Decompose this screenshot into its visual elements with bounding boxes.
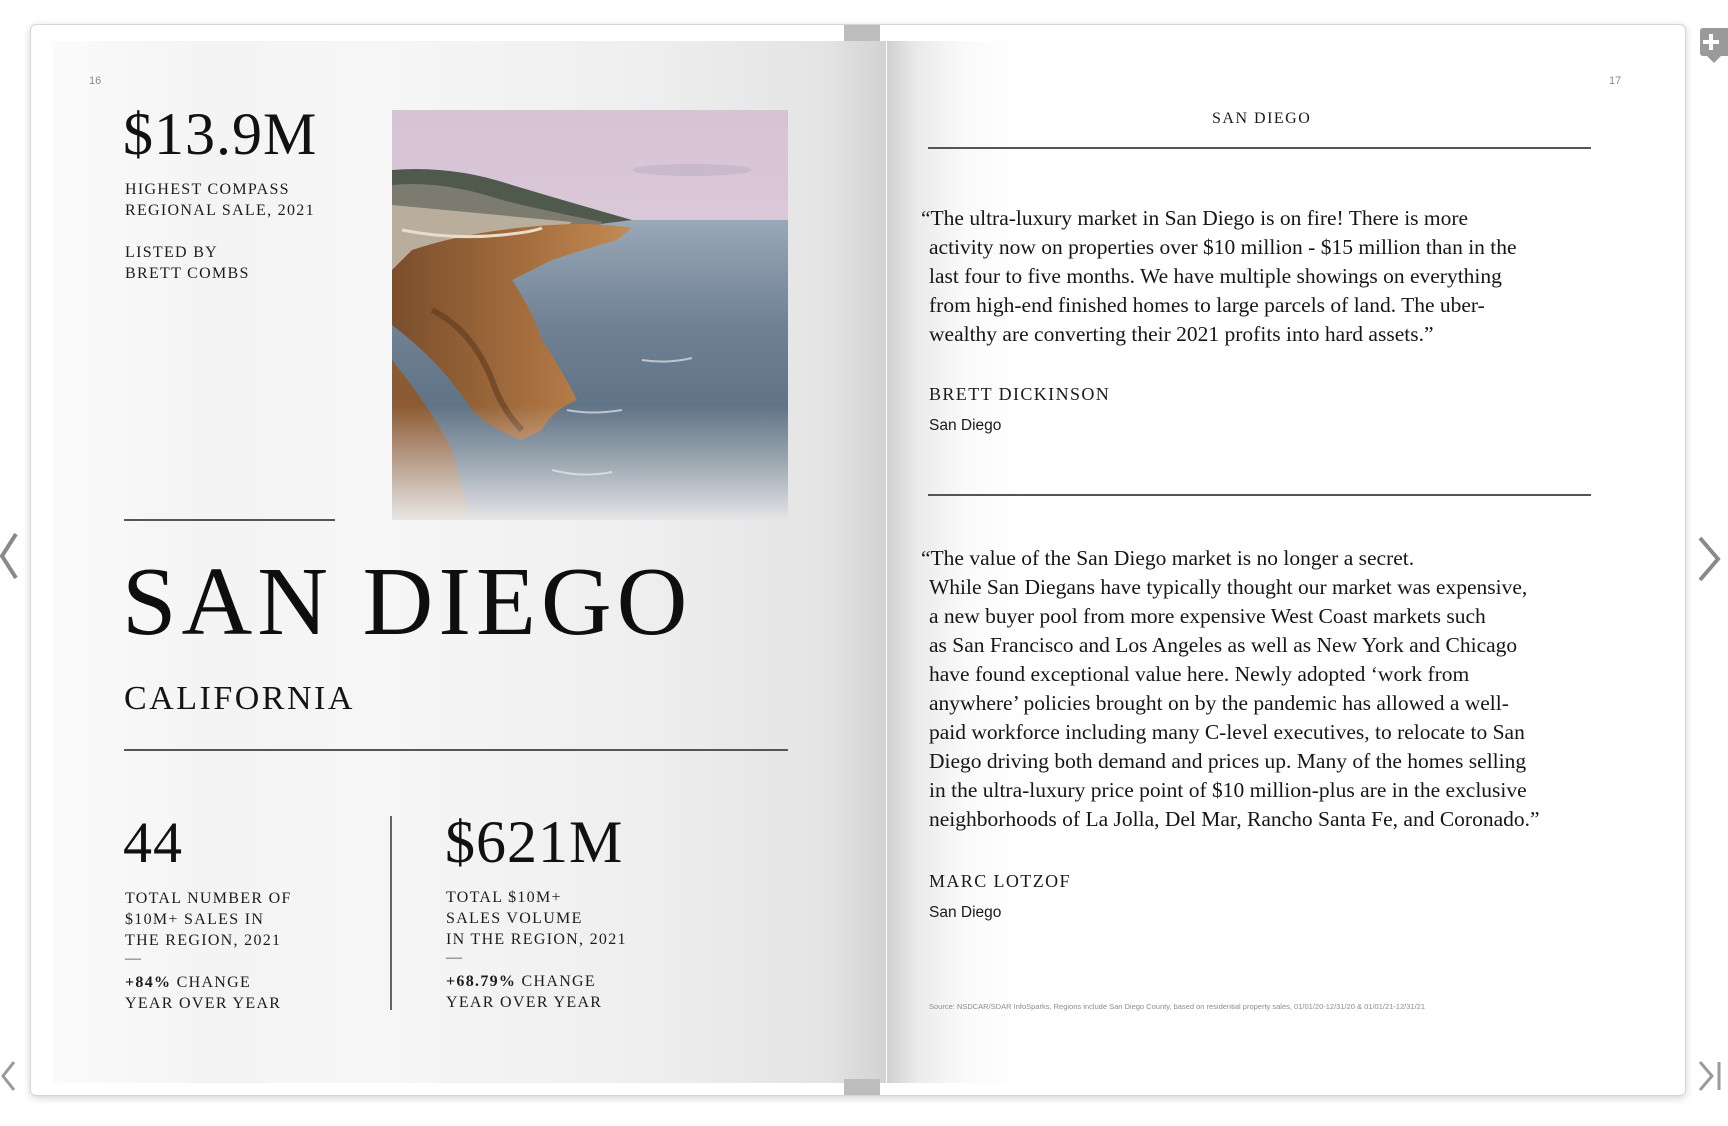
- quote-location-2: San Diego: [929, 904, 1002, 921]
- quote-line: activity now on properties over $10 million - $15 million than in the: [929, 235, 1517, 259]
- quote-marc-lotzof: [921, 544, 1601, 834]
- quote-line: as San Francisco and Los Angeles as well as New York and Chicago: [929, 633, 1518, 657]
- page-number-right: 17: [1609, 75, 1622, 87]
- sales-count-change-period: YEAR OVER YEAR: [125, 995, 282, 1012]
- sales-volume-value: $621M: [445, 809, 624, 875]
- quote-line: last four to five months. We have multiple showings on everything: [929, 264, 1502, 288]
- quote-line: from high-end finished homes to large parcels of land. The uber-: [929, 293, 1485, 317]
- san-diego-cliffs-image: [392, 110, 788, 520]
- spine-bottom: [844, 1079, 880, 1095]
- sales-volume-change-text: CHANGE: [516, 973, 596, 990]
- sales-count-change-value: +84%: [125, 974, 172, 991]
- sales-volume-dash: —: [446, 949, 462, 966]
- quote-line: paid workforce including many C-level executives, to relocate to San: [929, 720, 1525, 744]
- stats-vertical-divider: [390, 816, 392, 1010]
- quote-line: neighborhoods of La Jolla, Del Mar, Rancho Santa Fe, and Coronado.”: [929, 807, 1540, 831]
- sales-volume-change: [446, 971, 602, 1013]
- page-number-left: 16: [89, 75, 102, 87]
- quote-line: “The value of the San Diego market is no longer a secret.: [921, 546, 1415, 570]
- quote-line: anywhere’ policies brought on by the pandemic has allowed a well-: [929, 691, 1509, 715]
- header-divider: [928, 147, 1591, 149]
- coastline-photo: [392, 110, 788, 520]
- quote-brett-dickinson: [921, 204, 1601, 349]
- sales-volume-label: TOTAL $10M+ SALES VOLUME IN THE REGION, 2021: [446, 889, 627, 948]
- skip-to-end-icon[interactable]: [1696, 1058, 1724, 1097]
- listed-by-label: LISTED BY BRETT COMBS: [125, 244, 250, 282]
- spine-top: [844, 25, 880, 41]
- quote-author-2: MARC LOTZOF: [929, 871, 1071, 891]
- sales-count-change-text: CHANGE: [171, 974, 252, 991]
- sales-count-change: [125, 972, 281, 1014]
- quote-line: have found exceptional value here. Newly adopted ‘work from: [929, 662, 1470, 686]
- chevron-left-icon[interactable]: [0, 528, 20, 594]
- chevron-right-icon[interactable]: [1696, 534, 1722, 587]
- quote-line: a new buyer pool from more expensive West Coast markets such: [929, 604, 1486, 628]
- sales-volume-change-value: +68.79%: [446, 973, 517, 990]
- highest-sale-value: $13.9M: [123, 101, 318, 167]
- quote-author-1: BRETT DICKINSON: [929, 384, 1111, 404]
- city-title: SAN DIEGO: [122, 548, 693, 656]
- quote-line: “The ultra-luxury market in San Diego is on fire! There is more: [921, 206, 1469, 230]
- sales-count-label: TOTAL NUMBER OF $10M+ SALES IN THE REGION, 2021: [125, 890, 292, 949]
- sales-count-dash: —: [125, 950, 141, 967]
- chevron-left-small-icon[interactable]: [0, 1058, 18, 1097]
- source-footnote: Source: NSDCAR/SDAR InfoSparks, Regions include San Diego County, based on residential property sales, 01/01/20-12/31/20 & 01/01/21-12/31/21: [929, 1002, 1425, 1011]
- quote-line: Diego driving both demand and prices up. Many of the homes selling: [929, 749, 1527, 773]
- sales-count-value: 44: [123, 810, 183, 875]
- add-note-pointer: [1706, 55, 1722, 63]
- sales-volume-change-period: YEAR OVER YEAR: [446, 994, 603, 1011]
- quote-line: wealthy are converting their 2021 profits into hard assets.”: [929, 322, 1434, 346]
- short-divider: [124, 519, 335, 521]
- quote-divider: [928, 494, 1591, 496]
- state-title: CALIFORNIA: [124, 680, 355, 717]
- add-note-icon[interactable]: [1700, 28, 1728, 56]
- section-divider: [124, 749, 788, 751]
- quote-location-1: San Diego: [929, 417, 1002, 434]
- quote-line: in the ultra-luxury price point of $10 million-plus are in the exclusive: [929, 778, 1527, 802]
- quote-line: While San Diegans have typically thought our market was expensive,: [929, 575, 1528, 599]
- section-title: SAN DIEGO: [1212, 110, 1312, 127]
- highest-sale-label: HIGHEST COMPASS REGIONAL SALE, 2021: [125, 181, 315, 219]
